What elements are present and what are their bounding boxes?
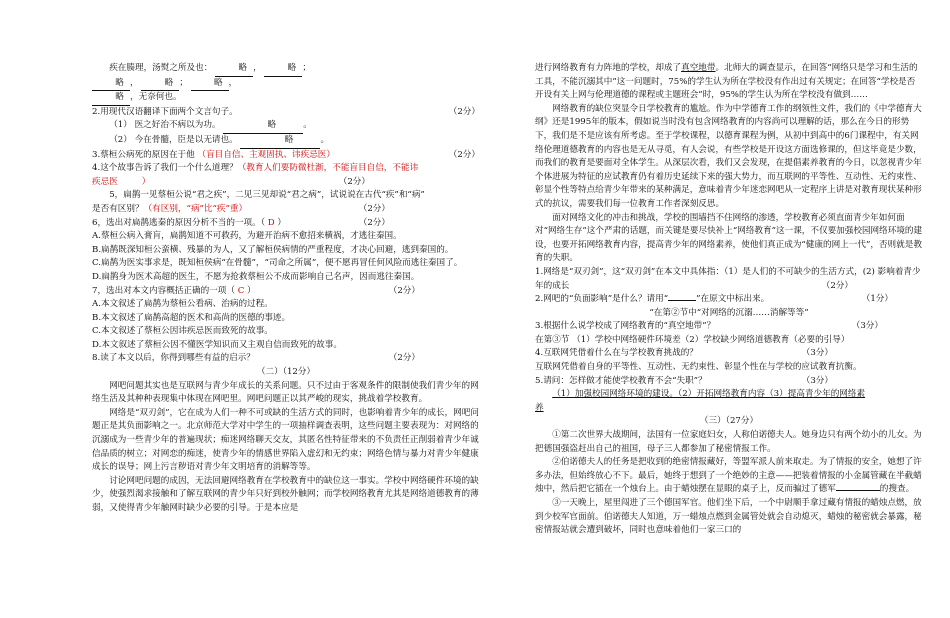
text: 。北师大的调查显示，在回答“网络只是学习和生活的工具，不能沉溺其中”这一问题时，75%的学生认为所在学校没有作出过有关规定；在回答“学校是否开设有关上网与伦理道德的课程或主题班会”时，95%的学生认为所在学校没有做到…… xyxy=(535,63,918,101)
score: （3分） xyxy=(851,321,883,332)
question-text: 5，扁鹊一见蔡桓公说“君之疾”，二见三见却说“君之病”，试说说在古代“疾”和“病” xyxy=(109,190,425,201)
question-text: 1.网络是“双刃剑”，这“双刃剑”在本文中具体指：（1）是人们的不可缺少的生活方式，(2) 影响着青少年的成长 xyxy=(535,266,921,291)
answer-text: （1）加强校园网络环境的建设。（2）开拓网络教育内容（3）提高青少年的网络素 xyxy=(552,389,866,400)
score: （2分） xyxy=(338,176,370,187)
question-4 xyxy=(535,347,923,361)
answer-text: （有区别，“病”比“疾”重） xyxy=(143,203,248,214)
question-text: 4.互联网凭借着什么在与学校教育挑战的？ xyxy=(535,348,698,359)
right-column xyxy=(535,62,923,538)
option-d: D.本文叙述了蔡桓公因不懂医学知识而又主观自信而致死的故事。 xyxy=(92,339,342,350)
story-paragraph-2 xyxy=(535,456,923,497)
question-text: 是否有区别？ xyxy=(92,203,144,214)
answer-blank: 略 xyxy=(240,134,320,149)
question-5 xyxy=(535,375,923,389)
answer-2: “在第②节中“对网络的沉溺……消解等等” xyxy=(649,307,809,318)
option-a: A.本文叙述了扁鹊为蔡桓公看病、治病的过程。 xyxy=(92,299,273,310)
answer-text: （教育人们要防微杜渐，不能盲目自信，不能讳 xyxy=(237,163,419,174)
text: 疾在腠理，汤熨之所及也： xyxy=(109,63,213,73)
question-4 xyxy=(92,162,480,189)
score: （2分） xyxy=(821,280,853,291)
answer-text: D xyxy=(267,217,275,228)
score: （1分） xyxy=(861,294,893,305)
section-3-title: （三）（27分） xyxy=(699,416,759,427)
paragraph-3: 讨论网吧问题的成因，无法回避网络教育在学校教育中的缺位这一事实。学校中网络硬件环境的缺少，使强烈渴求接触和了解互联网的青少年只好到校外触网；而学校网络教育尤其是网络道德教育的薄弱，又使得青少年触网时缺少必要的引导。于是本应是 xyxy=(92,475,479,513)
question-2 xyxy=(92,106,480,120)
answer-4: 互联网凭借着自身的平等性、互动性、无约束性、彰显个性在与学校的应试教育抗衡。 xyxy=(535,362,862,373)
option-b: B.本文叙述了扁鹊高超的医术和高尚的医德的事迹。 xyxy=(92,312,291,323)
question-2 xyxy=(535,293,923,307)
story-paragraph-3: ③一天晚上，屋里闯进了三个德国军官。他们坐下后，一个中尉顺手拿过藏有情报的蜡烛点燃，放到少校军官面前。伯诺德夫人知道，万一蜡烛点燃到金属管处就会自动熄灭，蜡烛的秘密就会暴露，秘密情报站就会遭到破坏，同时也意味着他们一家三口的 xyxy=(535,498,922,536)
answer-blank: 略 xyxy=(141,77,179,92)
score: （2分） xyxy=(358,217,390,228)
score: （2分） xyxy=(388,353,420,364)
option-c: C.本文叙述了蔡桓公因讳疾忌医而致死的故事。 xyxy=(92,326,273,337)
left-column xyxy=(92,62,480,516)
question-1 xyxy=(535,266,923,293)
question-6 xyxy=(92,217,480,231)
answer-text: C xyxy=(237,285,245,296)
score: （2分） xyxy=(448,149,480,160)
question-8 xyxy=(92,352,480,366)
underlined-text: 真空地带 xyxy=(681,63,716,73)
answer-3: 在第③节 （1）学校中网络硬件环境差（2）学校缺少网络道德教育（必要的引导） xyxy=(535,334,850,345)
question-text: 2.用现代汉语翻译下面两个文言句子。 xyxy=(92,106,238,117)
question-7 xyxy=(92,285,480,299)
question-2-1: （1） 医之好治不病以为功。 略 。 xyxy=(92,119,480,134)
score: （3分） xyxy=(801,375,833,386)
paragraph-3-cont xyxy=(535,62,923,103)
answer-blank: 略 xyxy=(191,77,229,92)
underline-sample xyxy=(668,300,696,301)
score: （3分） xyxy=(801,348,833,359)
reading-answer-line: 疾在腠理，汤熨之所及也： 略 ， 略 ； 略 ， 略 ； 略 ， 略 ，无奈何也。 xyxy=(92,62,480,106)
score: （2分） xyxy=(448,106,480,117)
option-a: A.蔡桓公病入膏肓，扁鹊知道不可救药，为避开治病不愈招来横祸，才逃往秦国。 xyxy=(92,231,402,242)
question-text: 5.请问：怎样做才能使学校教育不会“失职”？ xyxy=(535,375,707,386)
paragraph-1: 网吧问题其实也是互联网与青少年成长的关系问题。只不过由于客观条件的限制使我们青少年的网络生活及其种种表现集中体现在网吧里。网吧问题正以其严峻的现实，挑战着学校教育。 xyxy=(92,380,479,405)
answer-5-cont xyxy=(535,402,923,416)
question-text: 3.蔡桓公病死的原因在于他 xyxy=(92,149,195,160)
answer-text: ） xyxy=(141,176,151,187)
option-b: B.扁鹊既深知桓公蛮横、残暴的为人，又了解桓侯病情的严重程度，才决心回避，逃到秦国的。 xyxy=(92,244,454,255)
answer-text: 疾忌医 xyxy=(92,176,118,187)
section-2-title: （二）（12分） xyxy=(256,367,316,378)
score: （2分） xyxy=(358,203,390,214)
answer-text: （盲目自信、主观固执、讳疾忌医） xyxy=(197,149,335,160)
story-paragraph-1: ①第二次世界大战期间，法国有一位家庭妇女，人称伯诺德夫人。她身边只有两个幼小的儿女。为把德国强盗赶出自己的祖国，母子三人都参加了秘密情报工作。 xyxy=(535,430,922,454)
text: ； xyxy=(302,63,311,73)
question-2-2: （2） 今在骨髓，臣是以无请也。 略 。 xyxy=(92,134,480,149)
text: ） xyxy=(247,285,256,296)
paragraph-4: 网络教育的缺位突显令日学校教育的尴尬。作为中学德育工作的纲领性文件，我们的《中学德育大纲》还是1995年的版本，假如说当时没有包含网络教育的内容尚可以理解的话，那么在今日的形势下，我们是不是应该有所考虑。至于学校课程，以德育课程为例，从初中到高中的6门课程中，有关网络伦理道德教育的内容也是无从寻觅，有人会说，有些学校是开设这方面选修课的，但这毕竟是少数，而我们的教育是要面对全体学生。从深层次看，我们又会发现，在提倡素养教育的今日，以忽视青少年个体进展为特征的应试教育仍有着历史延续下来的强大势力，而互联网的平等性、互动性、无约束性、彰显个性等特点给青少年带来的某种满足，意味着青少年迷恋网吧从一定程序上讲是对教育现状某种形式的抗议，需要我们每一位教育工作者深刻反思。 xyxy=(535,103,922,209)
question-text: 6，选出对扁鹊逃秦的原因分析不当的一项。（ xyxy=(92,217,266,228)
answer-5 xyxy=(535,388,923,402)
answer-text: 养 xyxy=(535,402,544,413)
answer-blank: 略 xyxy=(223,119,303,134)
question-3 xyxy=(92,149,480,163)
question-text: ”在原文中标出来。 xyxy=(696,294,770,305)
text: 进行网络教育有力阵地的学校，却成了 xyxy=(535,63,682,73)
question-5-b xyxy=(92,203,480,217)
question-text: 8.读了本文以后，你得到哪些有益的启示？ xyxy=(92,353,255,364)
text: 的搜查。 xyxy=(879,484,915,495)
answer-blank: 略 xyxy=(215,62,253,77)
text: ②伯诺德夫人的任务是把收到的绝密情报藏好，等盟军派人前来取走。为了情报的安全，她想了许多办法，但始终放心不下。最后，她终于想到了一个绝妙的主意——把装着情报的小金属管藏在半截蜡烛中，然后把它插在一个烛台上。由于蜡烛摆在显眼的桌子上，反而骗过了德军 xyxy=(535,457,922,495)
answer-blank: 略 xyxy=(92,91,130,106)
text: ） xyxy=(277,217,287,228)
question-text: （2） 今在骨髓，臣是以无请也。 xyxy=(109,134,238,145)
answer-blank: 略 xyxy=(264,62,302,77)
question-text: 2.网吧的“负面影响”是什么？请用“ xyxy=(535,294,669,305)
score: （2分） xyxy=(388,285,420,296)
question-text: 7，选出对本文内容概括正确的一项（ xyxy=(92,285,235,296)
option-d: D.扁鹊身为医术高超的医生，不愿为抢救蔡桓公不成而影响自己名声，因而逃往秦国。 xyxy=(92,271,420,282)
question-text: 4.这个故事告诉了我们一个什么道理？ xyxy=(92,163,238,174)
question-5 xyxy=(92,189,480,203)
paragraph-2: 网络是“双刃剑”，它在成为人们一种不可或缺的生活方式的同时，也影响着青少年的成长，网吧问题正是其负面影响之一。北京师范大学对中学生的一项抽样调查表明，这些问题主要表现为：对网络的沉溺成为一些青少年的普遍现状；痴迷网络聊天交友，其匿名性特征带来的不负责任正削弱着青少年诚信品质的树立；对网恋的痴迷，使青少年的情感世界陷入虚幻和无约束；网络色情与暴力对青少年健康成长的误导；网上污言秽语对青少年文明培育的消解等等。 xyxy=(92,407,479,473)
question-3 xyxy=(535,320,923,334)
question-text: （1） 医之好治不病以为功。 xyxy=(109,120,221,131)
answer-blank: 略 xyxy=(92,77,130,92)
answer-blank xyxy=(836,490,880,491)
paragraph-5: 面对网络文化的冲击和挑战，学校的围墙挡不住网络的渗透，学校教育必须直面青少年如何面对“网络生存”这个严肃的话题，而关键是要尽快补上“网络教育”这一课，不仅要加强校园网络环境的建设，也要开拓网络教育内容，提高青少年的网络素养，使他们真正成为“健康的网上一代”，否则就是教育的失职。 xyxy=(535,212,923,264)
text: ，无奈何也。 xyxy=(130,92,182,103)
question-text: 3.根据什么说学校成了网络教育的“真空地带”？ xyxy=(535,321,716,332)
option-c: C.扁鹊为医实事求是，既知桓侯病“在骨髓”，“司命之所属”，便不愿再冒任何风险而逃往秦国了。 xyxy=(92,258,463,269)
